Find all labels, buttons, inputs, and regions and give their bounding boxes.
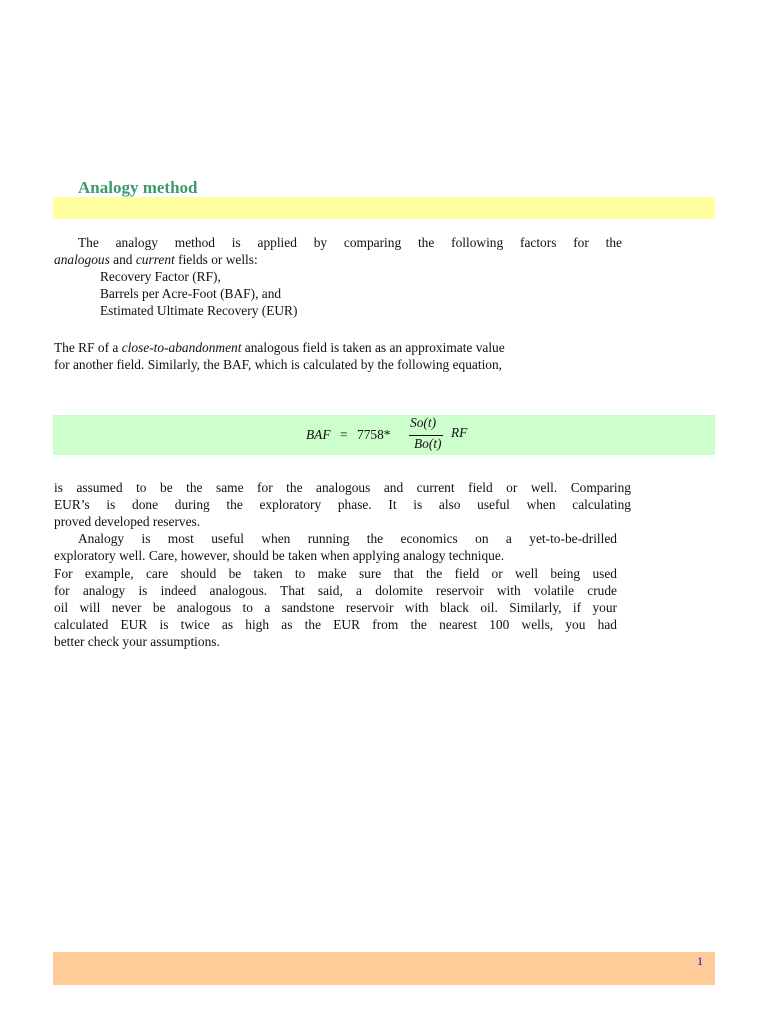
- assumption-paragraph: [54, 479, 631, 530]
- example-line: oil will never be analogous to a sandstone reservoir with black oil. Similarly, if your: [54, 600, 617, 615]
- equation-rf: RF: [451, 425, 468, 440]
- baf-equation: [53, 415, 715, 455]
- analogous-emphasis: analogous: [54, 252, 110, 267]
- example-line: better check your assumptions.: [54, 634, 220, 649]
- equation-coefficient: 7758*: [357, 427, 391, 442]
- intro-line-1: The analogy method is applied by comparing the following factors for the: [78, 235, 622, 250]
- factor-item: Barrels per Acre-Foot (BAF), and: [100, 286, 282, 301]
- equation-lhs: BAF: [306, 427, 331, 442]
- equation-numerator: So(t): [410, 415, 437, 430]
- example-line: calculated EUR is twice as high as the EUR from the nearest 100 wells, you had: [54, 617, 617, 632]
- example-line: for analogy is indeed analogous. That said, a dolomite reservoir with volatile crude: [54, 583, 617, 598]
- intro-line-2-text-b: fields or wells:: [174, 252, 258, 267]
- footer-band: [53, 952, 715, 985]
- page-number: 1: [697, 954, 703, 968]
- equation-equals: =: [340, 427, 348, 442]
- body-line: proved developed reserves.: [54, 514, 201, 529]
- intro-paragraph: [54, 234, 622, 319]
- equation-denominator: Bo(t): [414, 436, 442, 451]
- intro-line-2-text-a: and: [109, 252, 136, 267]
- rf-line-2: for another field. Similarly, the BAF, which is calculated by the following equation,: [54, 357, 503, 372]
- heading-band: [53, 197, 715, 219]
- factor-item: Estimated Ultimate Recovery (EUR): [100, 303, 298, 318]
- factor-item: Recovery Factor (RF),: [100, 269, 221, 284]
- section-heading: Analogy method: [78, 178, 198, 197]
- rf-line-1: [54, 339, 654, 356]
- example-line: For example, care should be taken to make sure that the field or well being used: [54, 566, 617, 581]
- close-to-abandonment-emphasis: close-to-abandonment: [121, 340, 242, 355]
- rf-text-a: The RF of a: [54, 340, 122, 355]
- rf-text-b: analogous field is taken as an approximate value: [241, 340, 505, 355]
- body-line: EUR’s is done during the exploratory phase. It is also useful when calculating: [54, 497, 631, 512]
- analogy-line: exploratory well. Care, however, should be taken when applying analogy technique.: [54, 548, 505, 563]
- body-line: is assumed to be the same for the analogous and current field or well. Comparing: [54, 480, 631, 495]
- equation-band: [53, 415, 715, 455]
- analogy-paragraph: [54, 530, 617, 564]
- analogy-line: Analogy is most useful when running the economics on a yet-to-be-drilled: [78, 531, 617, 546]
- rf-paragraph: [54, 339, 654, 373]
- example-paragraph: [54, 565, 617, 650]
- intro-line-2: [54, 251, 622, 268]
- current-emphasis: current: [135, 252, 175, 267]
